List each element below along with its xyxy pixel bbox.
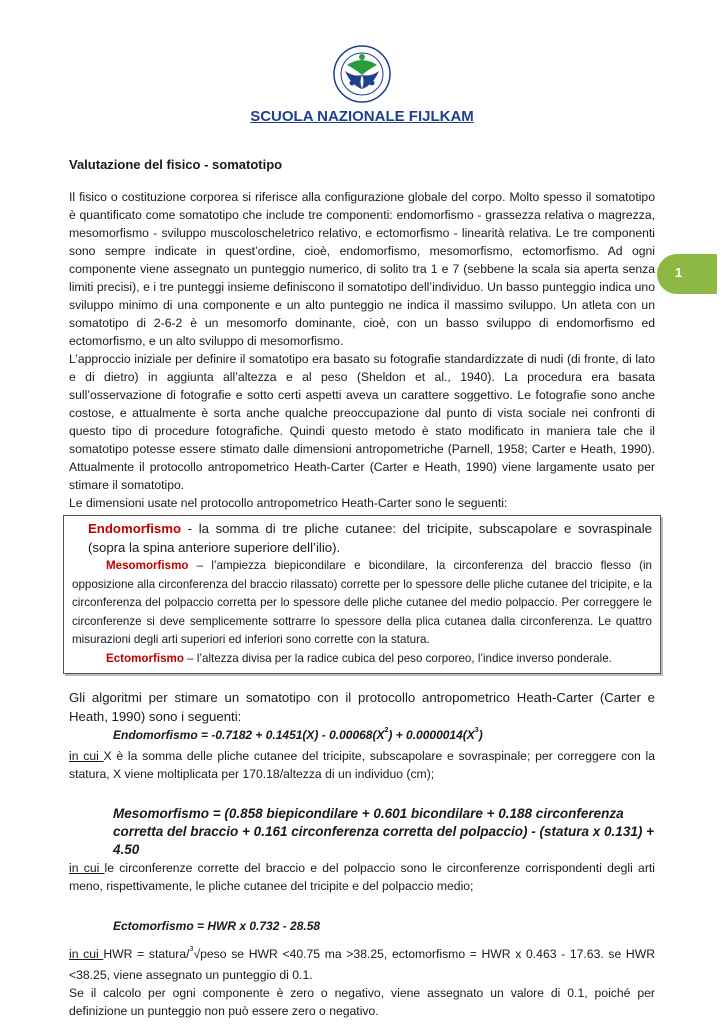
exponent: 2 xyxy=(384,727,389,734)
algorithms-intro: Gli algoritmi per stimare un somatotipo con il protocollo antropometrico Heath-Carter (Carter e Heath, 1990) sono i seguenti: xyxy=(69,690,655,724)
endomorphism-note xyxy=(69,747,655,783)
note-label: in cui xyxy=(69,947,104,961)
note-text: le circonferenze corrette del braccio e del polpaccio sono le circonferenze corrispondenti degli arti meno, rispettivamente, le pliche cutanee del tricipite e del polpaccio medio; xyxy=(69,861,655,893)
paragraph-history: L’approccio iniziale per definire il somatotipo era basato su fotografie standardizzate di nudi (di fronte, di lato e di dietro) in aggiunta all’altezza e al peso (Sheldon et al., 1940). La procedura era basata sull’osservazione di fotografie e sotto certi aspetti aveva un carattere soggettivo. Le fotografie sono anche costose, e attualmente è sorta anche qualche preoccupazione dal punto di vista sociale nei confronti di questo tipo di procedure fotografiche. Quindi questo metodo è stato modificato in maniera tale che il somatotipo potesse essere stimato dalle dimensioni antropometriche (Parnell, 1958; Carter e Heath, 1990). Attualmente il protocollo antropometrico Heath-Carter (Carter e Heath, 1990) viene largamente usato per stimare il somatotipo. xyxy=(69,352,655,492)
section-title: Valutazione del fisico - somatotipo xyxy=(69,157,283,172)
formula-part: ) + 0.0000014(X xyxy=(388,728,475,742)
formula-part: ) xyxy=(478,728,483,742)
paragraph-intro: Il fisico o costituzione corporea si riferisce alla configurazione globale del corpo. Molto spesso il somatotipo è quantificato come somatotipo che include tre componenti: endomorfismo - grassezza relativa o magrezza, mesomorfismo - sviluppo muscoloscheletrico relativo, e ectomorfismo - linearità relativa. Le tre componenti sono sempre indicate in quest’ordine, cioè, endomorfismo, mesomorfismo, ectomorfismo. Ad ogni componente viene assegnato un punteggio numerico, di solito tra 1 e 7 (sebbene la scala sia aperta senza limiti precisi), e i tre punteggi insieme definiscono il somatotipo dell’individuo. Un basso punteggio indica uno sviluppo minimo di una componente e un alto punteggio ne indica il massimo sviluppo. Un atleta con un somatotipo di 2-6-2 è un mesomorfo dominante, cioè, con un basso sviluppo di endomorfismo ed ectomorfismo, e un alto sviluppo di mesomorfismo. xyxy=(69,190,655,348)
page-number-badge xyxy=(657,254,717,294)
endomorphism-formula xyxy=(113,726,655,747)
endomorphism-definition xyxy=(72,519,652,557)
ectomorphism-definition xyxy=(72,650,652,669)
document-body xyxy=(69,156,655,1020)
mesomorphism-definition xyxy=(72,557,652,650)
paragraph-dimensions: Le dimensioni usate nel protocollo antropometrico Heath-Carter sono le seguenti: xyxy=(69,496,508,510)
fijlkam-logo xyxy=(333,45,391,103)
note-text: X è la somma delle pliche cutanee del tricipite, subscapolare e sovraspinale; per correggere con la statura, X viene moltiplicata per 170.18/altezza di un individuo (cm); xyxy=(69,749,655,781)
mesomorphism-note xyxy=(69,859,655,895)
exponent: 3 xyxy=(474,727,479,734)
ectomorphism-note xyxy=(69,945,655,984)
formula-part: Endomorfismo = -0.7182 + 0.1451(X) - 0.00068(X xyxy=(113,728,385,742)
ectomorphism-text: – l’altezza divisa per la radice cubica del peso corporeo, l’indice inverso ponderale. xyxy=(183,651,612,665)
note-label: in cui xyxy=(69,749,104,763)
root-index: 3 xyxy=(189,946,194,953)
page-number: 1 xyxy=(675,265,683,280)
ectomorphism-formula: Ectomorfismo = HWR x 0.732 - 28.58 xyxy=(113,919,321,933)
note-text: HWR = statura/ xyxy=(103,947,190,961)
mesomorphism-term: Mesomorfismo xyxy=(106,559,189,572)
endomorphism-term: Endomorfismo xyxy=(88,521,182,536)
mesomorphism-formula: Mesomorfismo = (0.858 biepicondilare + 0.601 bicondilare + 0.188 circonferenza corretta del braccio + 0.161 circonferenza corretta del polpaccio) - (statura x 0.131) + 4.50 xyxy=(113,806,654,857)
mesomorphism-text: – l’ampiezza biepicondilare e bicondilare, la circonferenza del braccio flesso (in opposizione alla circonferenza del braccio rilassato) corrette per lo spessore delle pliche cutanee del tricipite, e la circonferenza del polpaccio corretta per lo spessore delle pliche cutanee del medio polpaccio. Per correggere le circonferenze si deve semplicemente sottrarre lo spessore della plica cutanea dalla circonferenza. Le quattro misurazioni degli arti superiori ed inferiori sono corrette con la statura. xyxy=(72,559,652,646)
final-note: Se il calcolo per ogni componente è zero o negativo, viene assegnato un valore di 0.1, poiché per definizione un punteggio non può essere zero o negativo. xyxy=(69,986,655,1018)
endomorphism-text: - la somma di tre pliche cutanee: del tricipite, subscapolare e sovraspinale (sopra la spina anteriore superiore dell’ilio). xyxy=(88,521,652,555)
ectomorphism-term: Ectomorfismo xyxy=(106,651,184,665)
dimensions-box xyxy=(63,515,661,674)
note-label: in cui xyxy=(69,861,105,875)
note-text: √peso se HWR <40.75 ma >38.25, ectomorfismo = HWR x 0.463 - 17.63. se HWR <38.25, viene assegnato un punteggio di 0.1. xyxy=(69,947,655,982)
school-title: SCUOLA NAZIONALE FIJLKAM xyxy=(250,108,474,125)
